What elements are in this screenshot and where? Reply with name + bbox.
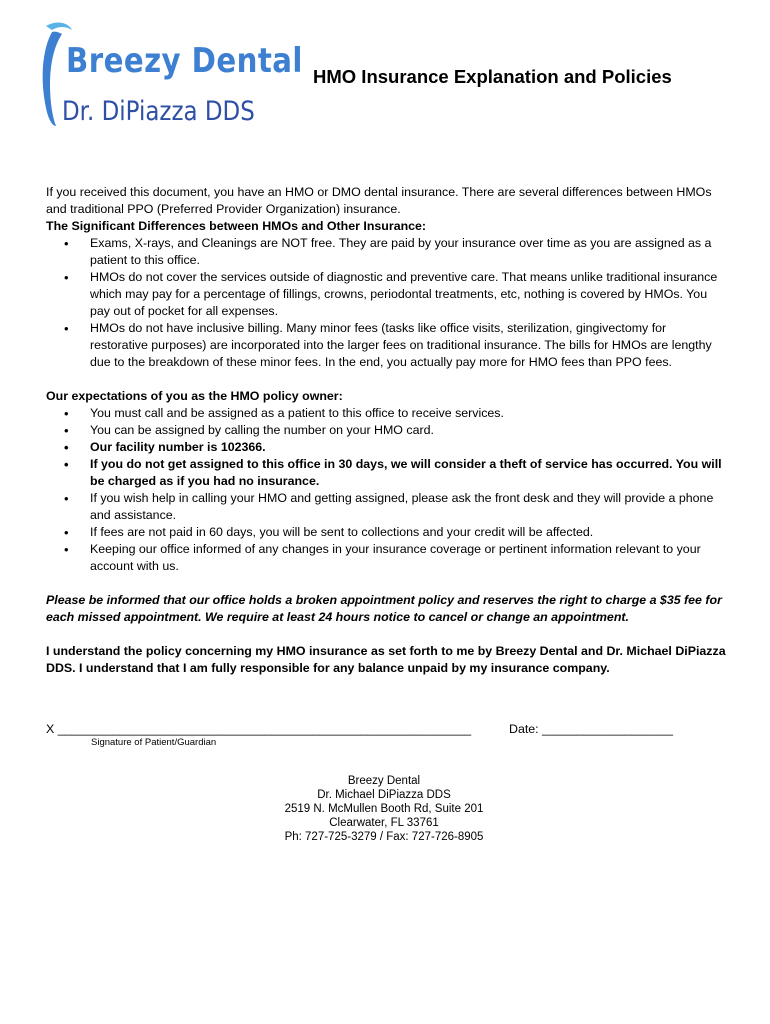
list-item: • If fees are not paid in 60 days, you will be sent to collections and your credit will be affected. [46, 524, 726, 541]
expectations-heading: Our expectations of you as the HMO policy owner: [46, 389, 343, 403]
differences-list [46, 235, 726, 371]
list-item: • You must call and be assigned as a patient to this office to receive services. [46, 405, 726, 422]
broken-appointment-policy: Please be informed that our office holds a broken appointment policy and reserves the right to charge a $35 fee for each missed appointment. We require at least 24 hours notice to cancel or change an appointment. [46, 593, 722, 624]
list-item: • If you do not get assigned to this office in 30 days, we will consider a theft of service has occurred. You will be charged as if you had no insurance. [46, 456, 726, 490]
footer-street-address: 2519 N. McMullen Booth Rd, Suite 201 [284, 803, 484, 815]
list-item: • Keeping our office informed of any changes in your insurance coverage or pertinent information relevant to your account with us. [46, 541, 726, 575]
signature-field[interactable]: X ____________________________________________________________ [46, 722, 472, 736]
footer-doctor-name: Dr. Michael DiPiazza DDS [317, 789, 451, 801]
list-item: • HMOs do not have inclusive billing. Many minor fees (tasks like office visits, sterilization, gingivectomy for restorative purposes) are incorporated into the larger fees on traditional insurance. The bills for HMOs are lengthy due to the breakdown of these minor fees. In the end, you actually pay more for HMO fees than PPO fees. [46, 320, 726, 371]
list-item: • Exams, X-rays, and Cleanings are NOT free. They are paid by your insurance over time as you are assigned as a patient to this office. [46, 235, 726, 269]
list-item: • You can be assigned by calling the number on your HMO card. [46, 422, 726, 439]
practice-address-footer [234, 774, 534, 844]
expectations-list [46, 405, 726, 575]
signature-caption: Signature of Patient/Guardian [91, 737, 217, 748]
acknowledgement-statement: I understand the policy concerning my HMO insurance as set forth to me by Breezy Dental and Dr. Michael DiPiazza DDS. I understand that I am fully responsible for any balance unpaid by my insurance company. [46, 644, 726, 675]
footer-practice-name: Breezy Dental [347, 775, 421, 787]
footer-city-state-zip: Clearwater, FL 33761 [329, 817, 439, 829]
logo-practice-name: Breezy Dental [66, 41, 303, 81]
list-item: • HMOs do not cover the services outside of diagnostic and preventive care. That means unlike traditional insurance which may pay for a percentage of fillings, crowns, periodontal treatments, etc, nothing is covered by HMOs. You pay out of pocket for all expenses. [46, 269, 726, 320]
differences-heading: The Significant Differences between HMOs and Other Insurance: [46, 219, 427, 233]
practice-logo [38, 20, 303, 130]
list-item: • Our facility number is 102366. [46, 439, 726, 456]
document-body [46, 184, 726, 677]
intro-paragraph: If you received this document, you have an HMO or DMO dental insurance. There are several differences between HMOs and traditional PPO (Preferred Provider Organization) insurance. [46, 185, 712, 216]
list-item: • If you wish help in calling your HMO and getting assigned, please ask the front desk and they will provide a phone and assistance. [46, 490, 726, 524]
footer-phone-fax: Ph: 727-725-3279 / Fax: 727-726-8905 [284, 831, 484, 843]
date-field[interactable]: Date: ___________________ [509, 722, 673, 736]
logo-doctor-name: Dr. DiPiazza DDS [62, 96, 255, 127]
document-title: HMO Insurance Explanation and Policies [313, 66, 672, 87]
